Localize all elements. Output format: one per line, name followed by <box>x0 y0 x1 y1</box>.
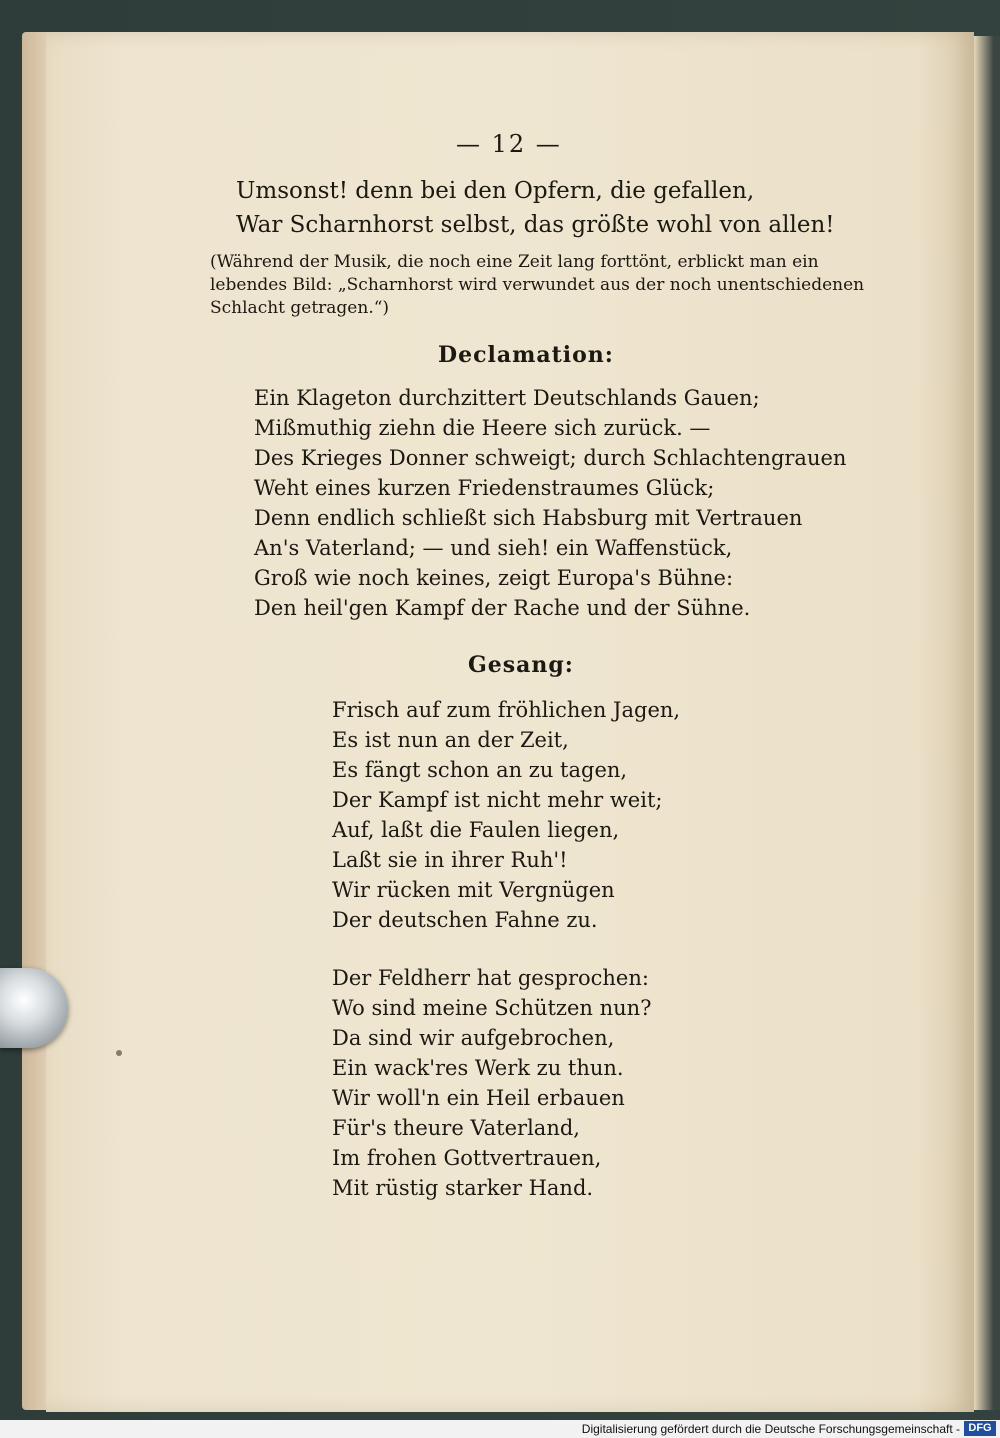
stage-direction-line: lebendes Bild: „Scharnhorst wird verwundet aus der noch unentschiedenen <box>210 275 865 295</box>
song-line: Wo sind meine Schützen nun? <box>332 996 652 1020</box>
declamation-line: Denn endlich schließt sich Habsburg mit Vertrauen <box>254 506 803 530</box>
song-line: Der Feldherr hat gesprochen: <box>332 966 649 990</box>
declamation-heading: Declamation: <box>438 342 614 368</box>
declamation-line: Groß wie noch keines, zeigt Europa's Bühne: <box>254 566 734 590</box>
song-line: Wir woll'n ein Heil erbauen <box>332 1086 625 1110</box>
declamation-line: Mißmuthig ziehn die Heere sich zurück. — <box>254 416 711 440</box>
song-line: Laßt sie in ihrer Ruh'! <box>332 848 568 872</box>
song-line: Wir rücken mit Vergnügen <box>332 878 615 902</box>
declamation-line: Ein Klageton durchzittert Deutschlands Gauen; <box>254 386 760 410</box>
declamation-line: Weht eines kurzen Friedenstraumes Glück; <box>254 476 715 500</box>
dfg-logo-badge: DFG <box>964 1421 996 1436</box>
book-page <box>46 32 974 1412</box>
declamation-line: Des Krieges Donner schweigt; durch Schlachtengrauen <box>254 446 847 470</box>
song-line: Für's theure Vaterland, <box>332 1116 580 1140</box>
page-number: — 12 — <box>456 130 562 158</box>
song-line: Mit rüstig starker Hand. <box>332 1176 594 1200</box>
song-line: Da sind wir aufgebrochen, <box>332 1026 615 1050</box>
song-line: Ein wack'res Werk zu thun. <box>332 1056 624 1080</box>
intro-line: War Scharnhorst selbst, das größte wohl von allen! <box>236 212 835 238</box>
footer-credit: Digitalisierung gefördert durch die Deutsche Forschungsgemeinschaft - <box>581 1422 960 1436</box>
declamation-line: Den heil'gen Kampf der Rache und der Sühne. <box>254 596 751 620</box>
song-line: Auf, laßt die Faulen liegen, <box>332 818 620 842</box>
song-line: Es fängt schon an zu tagen, <box>332 758 628 782</box>
declamation-line: An's Vaterland; — und sieh! ein Waffenstück, <box>254 536 733 560</box>
song-line: Es ist nun an der Zeit, <box>332 728 569 752</box>
stage-direction-line: Schlacht getragen.“) <box>210 298 390 318</box>
intro-line: Umsonst! denn bei den Opfern, die gefallen, <box>236 178 755 204</box>
song-line: Frisch auf zum fröhlichen Jagen, <box>332 698 681 722</box>
song-heading: Gesang: <box>468 652 574 678</box>
song-line: Im frohen Gottvertrauen, <box>332 1146 602 1170</box>
song-line: Der Kampf ist nicht mehr weit; <box>332 788 663 812</box>
stage-direction-line: (Während der Musik, die noch eine Zeit lang forttönt, erblickt man ein <box>210 252 819 272</box>
song-line: Der deutschen Fahne zu. <box>332 908 598 932</box>
paper-stain <box>116 1050 122 1056</box>
